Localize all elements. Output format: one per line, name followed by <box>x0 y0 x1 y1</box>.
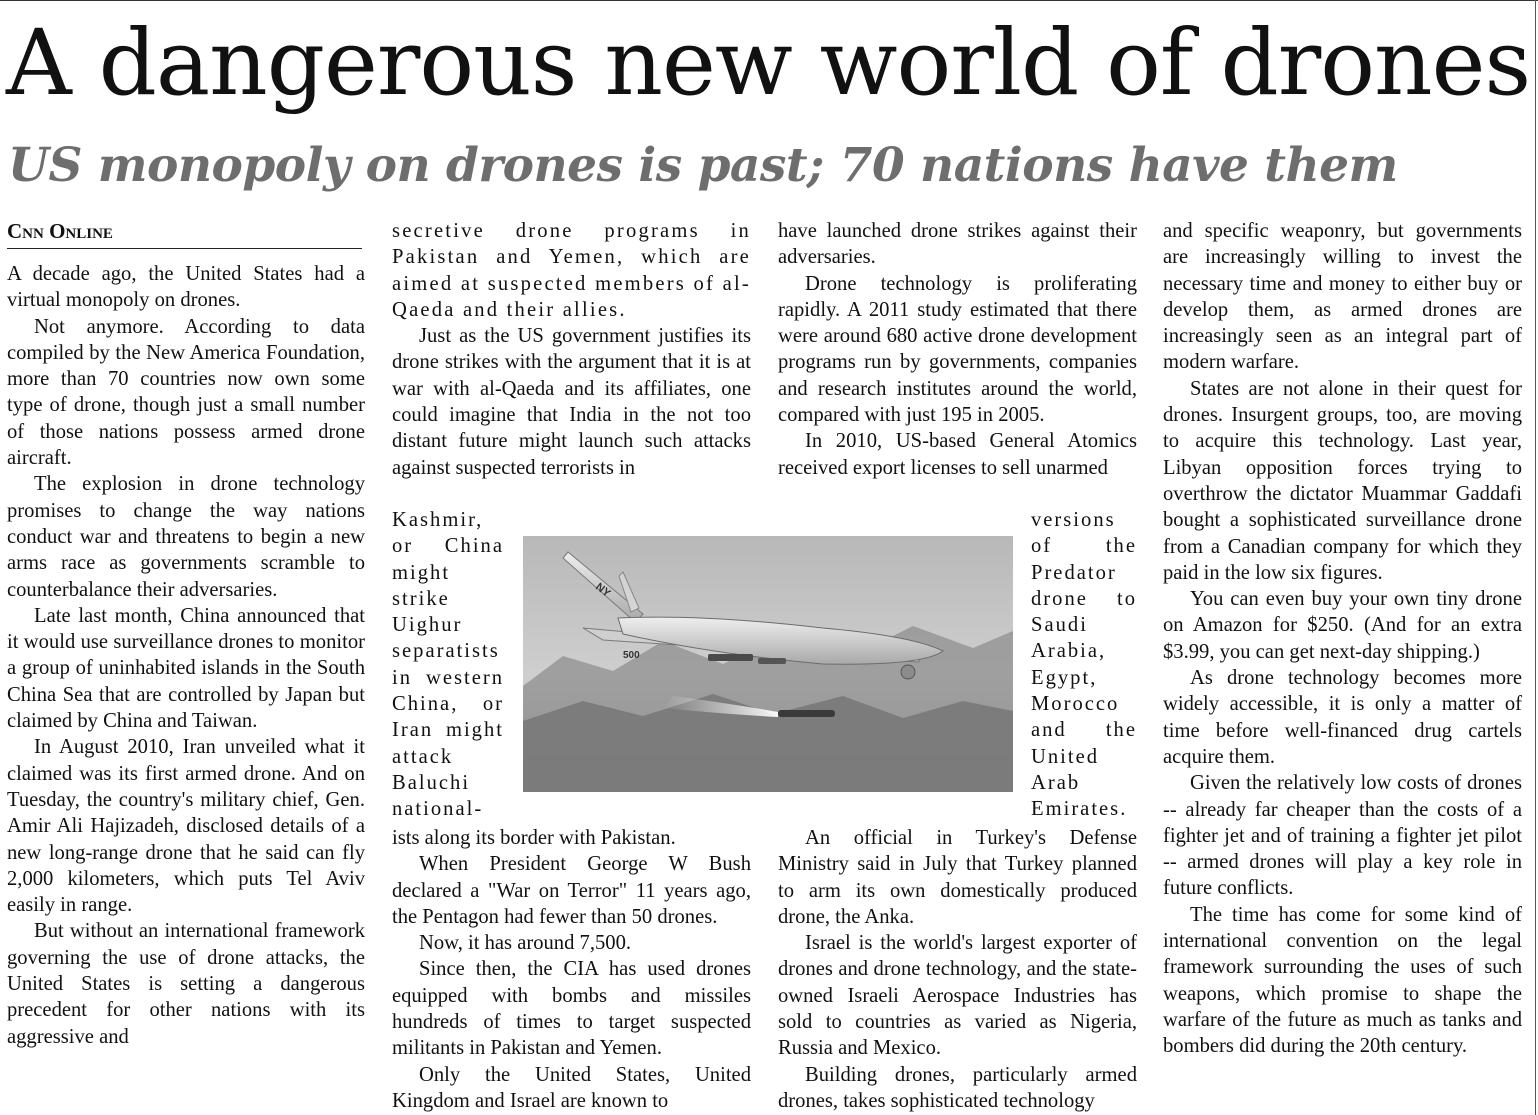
paragraph: and specific weaponry, but governments are increasingly willing to invest the necessary time and money to either buy or develop them, as armed drones are increasingly seen as an integral part of modern warfare. <box>1163 220 1522 374</box>
paragraph: Building drones, particularly armed drones, takes sophisticated technology <box>778 1063 1137 1112</box>
fuselage-marking: 500 <box>623 650 640 661</box>
paragraph-wrap: Kashmir, or China might strike Uighur separatists in western China, or Iran might attack Baluchi national- <box>392 509 504 821</box>
sensor-turret <box>901 665 915 679</box>
paragraph: States are not alone in their quest for drones. Insurgent groups, too, are moving to acquire this technology. Last year, Libyan opposition forces trying to overthrow the dictator Muammar Gaddafi bought a sophisticated surveillance drone from a Canadian company for which they paid in the low six figures. <box>1163 377 1522 584</box>
top-rule <box>0 0 1538 1</box>
article-column-3 <box>778 218 1137 481</box>
paragraph: Now, it has around 7,500. <box>419 932 632 955</box>
article-column-3-lower <box>778 825 1137 1114</box>
byline: Cnn Online <box>7 218 362 249</box>
paragraph: Drone technology is proliferating rapidly. A 2011 study estimated that there were around 680 active drone development programs run by governments, companies and research institutes around the world, compared with just 195 in 2005. <box>778 272 1137 427</box>
paragraph: In August 2010, Iran unveiled what it claimed was its first armed drone. And on Tuesday, the country's military chief, Gen. Amir Ali Hajizadeh, disclosed details of a new long-range drone that he said can fly 2,000 kilometers, which puts Tel Aviv easily in range. <box>7 736 365 917</box>
paragraph: secretive drone programs in Pakistan and Yemen, which are aimed at suspected members of al-Qaeda and their allies. <box>392 220 751 321</box>
paragraph: Late last month, China announced that it would use surveillance drones to monitor a group of uninhabited islands in the South China Sea that are controlled by Japan but claimed by China and Taiwan. <box>7 604 365 733</box>
article-column-1 <box>7 218 365 1050</box>
missile <box>778 710 835 717</box>
headline: A dangerous new world of drones <box>6 11 1531 116</box>
article-column-2-lower <box>392 825 751 1114</box>
paragraph: A decade ago, the United States had a virtual monopoly on drones. <box>7 263 365 312</box>
hardpoint-pod <box>758 658 786 664</box>
paragraph: As drone technology becomes more widely accessible, it is only a matter of time before well-financed drug cartels acquire them. <box>1163 667 1522 768</box>
paragraph: You can even buy your own tiny drone on Amazon for $250. (And for an extra $3.99, you can get next-day shipping.) <box>1163 588 1522 663</box>
article-column-4 <box>1163 218 1522 1060</box>
paragraph: ists along its border with Pakistan. <box>392 827 676 849</box>
paragraph: The time has come for some kind of international convention on the legal framework surrounding the uses of such weapons, which promise to shape the warfare of the future as much as tanks and bombers did during the 20th century. <box>1163 903 1522 1058</box>
paragraph: Since then, the CIA has used drones equipped with bombs and missiles hundreds of times to target suspected militants in Pakistan and Yemen. <box>392 958 751 1060</box>
drone-photo-illustration <box>523 536 1013 792</box>
paragraph-wrap: versions of the Predator drone to Saudi Arabia, Egypt, Morocco and the United Arab Emirates. <box>1031 509 1137 821</box>
paragraph: Not anymore. According to data compiled by the New America Foundation, more than 70 countries now own some type of drone, though just a small number of those nations possess armed drone aircraft. <box>7 315 365 470</box>
column-2-photo-wrap <box>392 507 504 823</box>
paragraph: In 2010, US-based General Atomics received export licenses to sell unarmed <box>778 430 1137 479</box>
page-edge-rule <box>1535 0 1536 1115</box>
paragraph: Just as the US government justifies its drone strikes with the argument that it is at war with al-Qaeda and its affiliates, one could imagine that India in the not too distant future might launch such attacks against suspected terrorists in <box>392 325 751 479</box>
article-column-2 <box>392 218 751 481</box>
paragraph: When President George W Bush declared a "War on Terror" 11 years ago, the Pentagon had fewer than 50 drones. <box>392 853 751 928</box>
tail-marking: NY <box>593 580 613 600</box>
drone-photo <box>523 536 1013 792</box>
subheadline: US monopoly on drones is past; 70 nations have them <box>8 138 1398 193</box>
paragraph: Only the United States, United Kingdom and Israel are known to <box>392 1063 751 1112</box>
paragraph: The explosion in drone technology promises to change the way nations conduct war and threatens to begin a new arms race as governments scramble to counterbalance their adversaries. <box>7 473 365 601</box>
paragraph: Given the relatively low costs of drones -- already far cheaper than the costs of a fighter jet and of training a fighter jet pilot -- armed drones will play a key role in future conflicts. <box>1163 772 1522 900</box>
hardpoint-missile <box>708 654 753 661</box>
paragraph: But without an international framework governing the use of drone attacks, the United States is setting a dangerous precedent for other nations with its aggressive and <box>7 920 365 1048</box>
paragraph: have launched drone strikes against their adversaries. <box>778 220 1137 269</box>
paragraph: An official in Turkey's Defense Ministry said in July that Turkey planned to arm its own domestically produced drone, the Anka. <box>778 827 1137 928</box>
column-3-photo-wrap <box>1031 507 1137 823</box>
paragraph: Israel is the world's largest exporter of drones and drone technology, and the state-owned Israeli Aerospace Industries has sold to countries as varied as Nigeria, Russia and Mexico. <box>778 932 1137 1060</box>
